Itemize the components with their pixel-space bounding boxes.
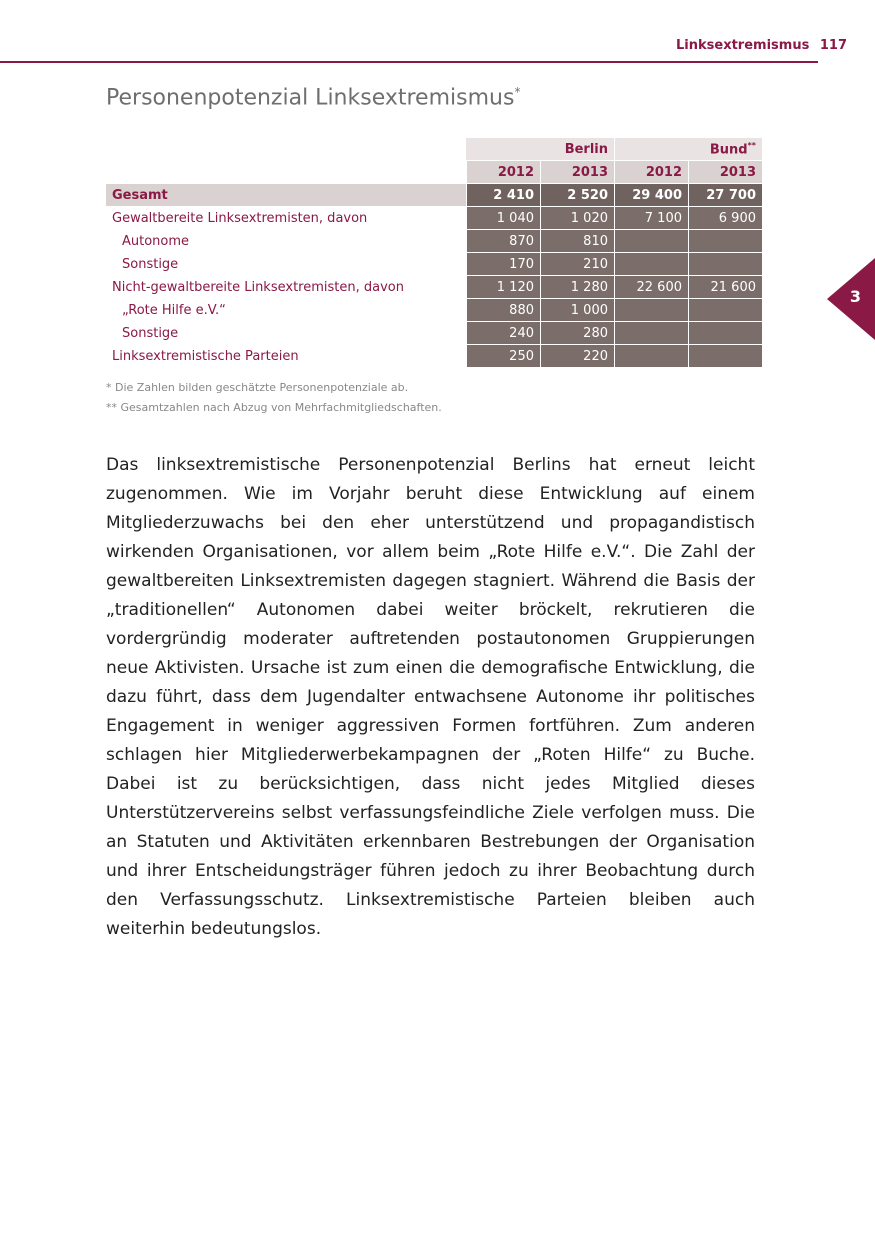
title-footnote-mark: * [514,85,521,99]
table-body [106,184,762,368]
value-cell: 1 120 [466,276,540,299]
row-label: Gesamt [106,184,466,207]
chapter-number: 3 [849,287,861,306]
table-row [106,322,762,345]
row-label: Sonstige [106,253,466,276]
title-text: Personenpotenzial Linksextremismus [106,85,515,111]
row-label: Gewaltbereite Linksextremisten, davon [106,207,466,230]
value-cell [688,345,762,368]
page-number: 117 [819,38,847,53]
row-label: Linksextremistische Parteien [106,345,466,368]
person-potential-table [106,138,762,368]
header-blank-cell [106,138,466,161]
header-bund-label: Bund [709,142,748,158]
footnote: ** Gesamtzahlen nach Abzug von Mehrfachmitgliedschaften. [106,401,442,414]
value-cell: 170 [466,253,540,276]
body-paragraph: Das linksextremistische Personenpotenzial Berlins hat erneut leicht zugenommen. Wie im Vorjahr beruht diese Entwicklung auf einem Mitgliederzuwachs bei den eher unterstützend und propagandistisch wirkenden Organisationen, vor allem beim „Rote Hilfe e.V.“. Die Zahl der gewaltbereiten Linksextremisten dagegen stagniert. Während die Basis der „traditionellen“ Autonomen dabei weiter bröckelt, rekrutieren die vordergründig moderater auftretenden postautonomen Gruppierungen neue Aktivisten. Ursache ist zum einen die demografische Entwicklung, die dazu führt, dass dem Jugendalter entwachsene Autonome ihr politisches Engagement in weniger aggressiven Formen fortführen. Zum anderen schlagen hier Mitgliederwerbekampagnen der „Roten Hilfe“ zu Buche. Dabei ist zu berücksichtigen, dass nicht jedes Mitglied dieses Unterstützervereins selbst verfassungsfeindliche Ziele verfolgen muss. Die an Statuten und Aktivitäten erkennbaren Bestrebungen der Organisation und ihrer Entscheidungsträger führen jedoch zu ihrer Beobachtung durch den Verfassungsschutz. Linksextremistische Parteien bleiben auch weiterhin bedeutungslos. [106,455,755,939]
value-cell: 240 [466,322,540,345]
value-cell: 7 100 [614,207,688,230]
section-title: Linksextremismus [676,38,810,53]
value-cell: 22 600 [614,276,688,299]
table-row [106,253,762,276]
value-cell [688,299,762,322]
value-cell: 1 040 [466,207,540,230]
value-cell: 1 020 [540,207,614,230]
group-header-row [106,138,762,161]
value-cell: 220 [540,345,614,368]
value-cell: 21 600 [688,276,762,299]
value-cell: 1 000 [540,299,614,322]
table-row [106,184,762,207]
table-row [106,299,762,322]
value-cell: 6 900 [688,207,762,230]
year-header-row [106,161,762,184]
value-cell: 250 [466,345,540,368]
value-cell: 880 [466,299,540,322]
row-label: Sonstige [106,322,466,345]
value-cell [688,322,762,345]
year-header: 2013 [688,161,762,184]
value-cell: 1 280 [540,276,614,299]
value-cell: 210 [540,253,614,276]
value-cell: 2 410 [466,184,540,207]
year-header: 2012 [614,161,688,184]
footnotes [106,378,442,418]
value-cell [688,253,762,276]
table-row [106,345,762,368]
table-row [106,230,762,253]
header-berlin: Berlin [540,138,614,161]
table-row [106,276,762,299]
value-cell [614,230,688,253]
year-header: 2013 [540,161,614,184]
value-cell: 870 [466,230,540,253]
chapter-tab [827,258,875,340]
value-cell [614,299,688,322]
header-rule [0,61,818,63]
row-label: „Rote Hilfe e.V.“ [106,299,466,322]
value-cell [614,322,688,345]
row-label: Autonome [106,230,466,253]
header-bund [688,138,762,161]
value-cell: 29 400 [614,184,688,207]
value-cell [614,253,688,276]
year-header: 2012 [466,161,540,184]
header-bund-spacer [614,138,688,161]
footnote: * Die Zahlen bilden geschätzte Personenpotenziale ab. [106,381,409,394]
value-cell: 2 520 [540,184,614,207]
page-title [106,85,520,110]
value-cell: 810 [540,230,614,253]
value-cell: 27 700 [688,184,762,207]
header-berlin-spacer [466,138,540,161]
running-header [676,38,847,53]
year-blank-cell [106,161,466,184]
row-label: Nicht-gewaltbereite Linksextremisten, davon [106,276,466,299]
value-cell [688,230,762,253]
table-row [106,207,762,230]
value-cell: 280 [540,322,614,345]
value-cell [614,345,688,368]
header-bund-mark: ** [747,140,756,150]
